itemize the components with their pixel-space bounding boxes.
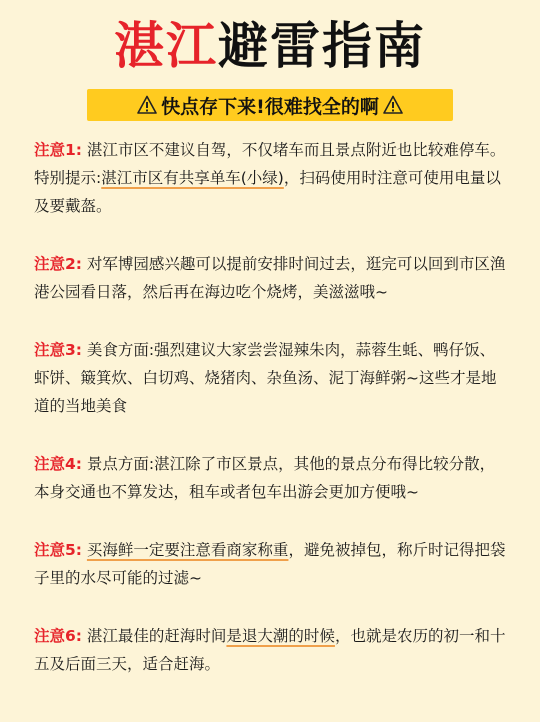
note-item — [34, 336, 506, 420]
note-item — [34, 136, 506, 220]
page-title — [0, 14, 540, 78]
notes-list — [34, 136, 506, 708]
note-text: ，避免被掉包，称斤时记得把袋子里的水尽可能的过滤~ — [34, 541, 506, 587]
note-text: 湛江市区不建议自驾，不仅堵车而且景点附近也比较难停车。特别提示: — [34, 141, 506, 187]
note-item — [34, 622, 506, 678]
note-text: ，也就是农历的初一和十五及后面三天，适合赶海。 — [34, 627, 506, 673]
note-text: 景点方面:湛江除了市区景点，其他的景点分布得比较分散，本身交通也不算发达，租车或者包车出游会更加方便哦~ — [34, 455, 496, 501]
note-label: 注意6: — [34, 627, 82, 645]
note-highlight: 买海鲜一定要注意看商家称重 — [86, 541, 289, 559]
note-label: 注意5: — [34, 541, 82, 559]
title-guide: 避雷指南 — [218, 17, 426, 75]
note-label: 注意3: — [34, 341, 82, 359]
note-label: 注意1: — [34, 141, 82, 159]
note-label: 注意2: — [34, 255, 82, 273]
note-text: 湛江最佳的赶海时间 — [81, 627, 227, 645]
note-text: ，扫码使用时注意可使用电量以及要戴盔。 — [34, 169, 501, 215]
note-label: 注意4: — [34, 455, 82, 473]
title-city: 湛江 — [114, 17, 218, 75]
note-item — [34, 450, 506, 506]
note-item — [34, 250, 506, 306]
warning-triangle-icon — [137, 95, 157, 115]
note-highlight: 是退大潮的时候 — [226, 627, 335, 645]
note-text: 对军博园感兴趣可以提前安排时间过去，逛完可以回到市区渔港公园看日落，然后再在海边吃个烧烤，美滋滋哦~ — [34, 255, 506, 301]
note-item — [34, 536, 506, 592]
subtitle-banner — [87, 89, 453, 121]
note-highlight: 湛江市区有共享单车(小绿) — [101, 169, 284, 187]
note-text: 美食方面:强烈建议大家尝尝湿辣朱肉，蒜蓉生蚝、鸭仔饭、虾饼、簸箕炊、白切鸡、烧猪肉、杂鱼汤、泥丁海鲜粥~这些才是地道的当地美食 — [34, 341, 497, 415]
warning-triangle-icon — [383, 95, 403, 115]
subtitle-text: 快点存下来!很难找全的啊 — [161, 95, 379, 118]
